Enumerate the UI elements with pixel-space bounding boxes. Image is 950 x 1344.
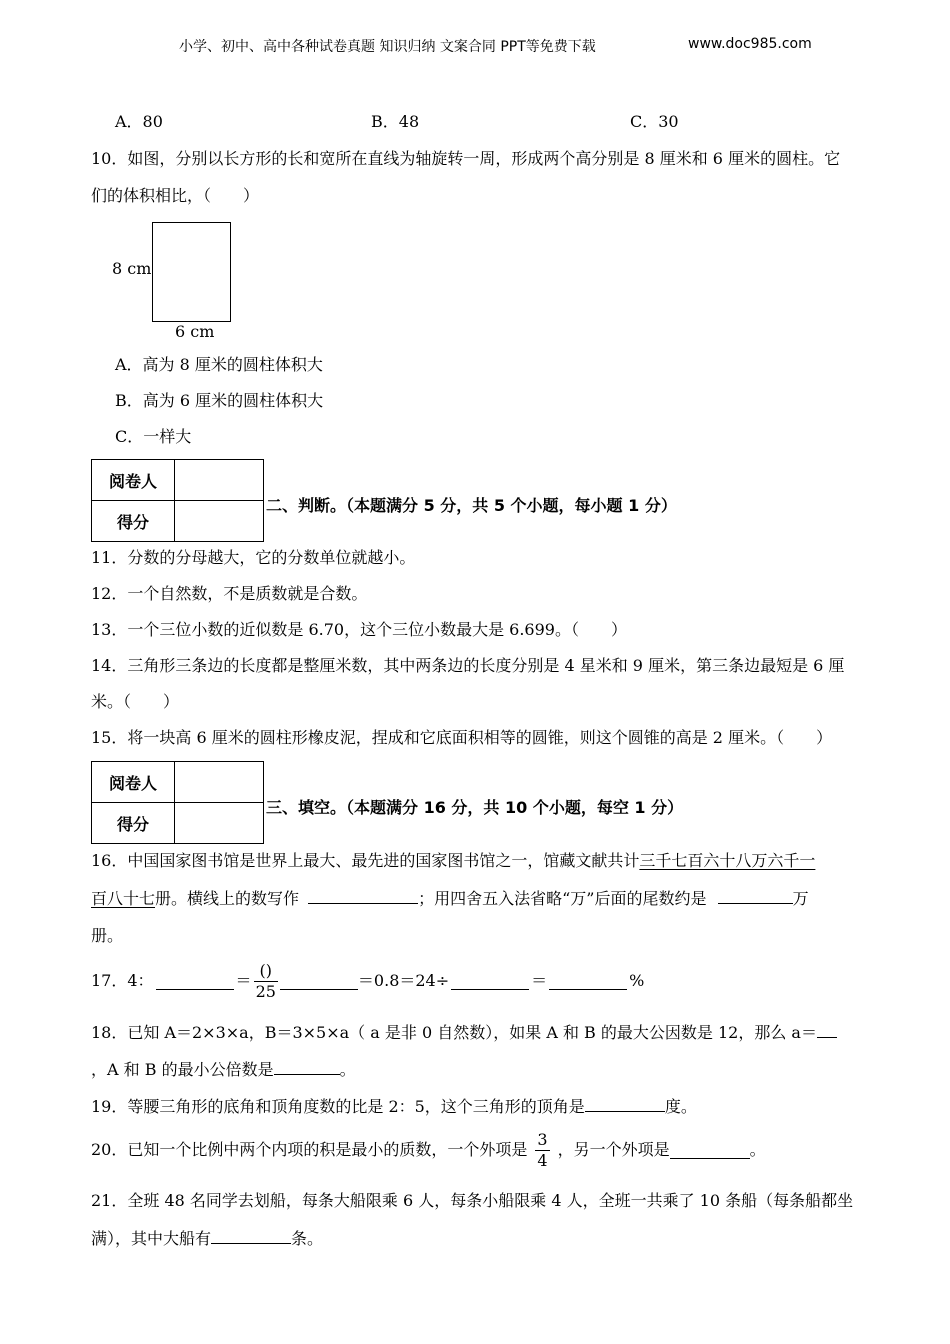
figure-width-label: 6 cm <box>175 322 215 341</box>
q20-line: 20．已知一个比例中两个内项的积是最小的质数，一个外项是 $\frac{3}{4}$ ，另一个外项是 。 <box>91 1129 766 1170</box>
header-url: www.doc985.com <box>688 36 812 52</box>
q20-blank[interactable] <box>670 1142 750 1159</box>
q16-blank-1[interactable] <box>308 887 418 904</box>
score-cell <box>175 803 264 844</box>
q14-text-line2: 米。（ ） <box>91 692 180 711</box>
q9-option-b: B．48 <box>371 112 420 131</box>
q18-text-line1: 18．已知 A＝2×3×a，B＝3×5×a（ a 是非 0 自然数），如果 A 和 B 的最大公因数是 12，那么 a＝ <box>91 1021 837 1043</box>
reviewer-cell <box>175 762 264 803</box>
score-box-section2 <box>91 459 264 542</box>
q18-blank-2[interactable] <box>274 1058 340 1075</box>
q17-blank-2[interactable] <box>280 973 358 990</box>
q16-underlined-number-cont: 百八十七 <box>91 889 156 908</box>
q16-underlined-number: 三千七百六十八万六千一 <box>639 851 816 870</box>
q16-blank-2[interactable] <box>718 887 793 904</box>
reviewer-cell <box>175 460 264 501</box>
q15-text: 15．将一块高 6 厘米的圆柱形橡皮泥，捏成和它底面积相等的圆锥，则这个圆锥的高是 2 厘米。（ ） <box>91 728 833 747</box>
q16-prefix: 16．中国国家图书馆是世界上最大、最先进的国家图书馆之一，馆藏文献共计 <box>91 851 640 870</box>
q17-fraction: $\frac{()}{25}$ <box>255 960 276 1001</box>
q13-text: 13．一个三位小数的近似数是 6.70，这个三位小数最大是 6.699。（ ） <box>91 620 627 639</box>
reviewer-label: 阅卷人 <box>92 460 175 501</box>
q17-line: 17．4： ＝ $\frac{()}{25}$ ＝0.8＝24÷ ＝ % <box>91 960 645 1001</box>
q11-text: 11．分数的分母越大，它的分数单位就越小。 <box>91 548 416 567</box>
q19-blank[interactable] <box>585 1095 665 1112</box>
rectangle-figure <box>152 222 231 322</box>
figure-height-label: 8 cm <box>112 259 152 278</box>
q10-option-b: B．高为 6 厘米的圆柱体积大 <box>115 391 324 410</box>
score-label: 得分 <box>92 803 175 844</box>
q10-text-line1: 10．如图，分别以长方形的长和宽所在直线为轴旋转一周，形成两个高分别是 8 厘米和 6 厘米的圆柱。它 <box>91 149 841 168</box>
q14-text-line1: 14．三角形三条边的长度都是整厘米数，其中两条边的长度分别是 4 星米和 9 厘米，第三条边最短是 6 厘 <box>91 656 845 675</box>
section2-title: 二、判断。（本题满分 5 分，共 5 个小题，每小题 1 分） <box>266 496 677 515</box>
q10-option-c: C．一样大 <box>115 427 192 446</box>
section3-title: 三、填空。（本题满分 16 分，共 10 个小题，每空 1 分） <box>266 798 684 817</box>
q20-fraction: $\frac{3}{4}$ <box>537 1129 548 1170</box>
q12-text: 12．一个自然数，不是质数就是合数。 <box>91 584 368 603</box>
q19-text: 19．等腰三角形的底角和顶角度数的比是 2：5，这个三角形的顶角是 度。 <box>91 1097 697 1116</box>
q18-text-line2: ，A 和 B 的最小公倍数是 。 <box>91 1060 356 1079</box>
score-box-section3 <box>91 761 264 844</box>
q17-blank-4[interactable] <box>549 973 627 990</box>
q21-text-line1: 21．全班 48 名同学去划船，每条大船限乘 6 人，每条小船限乘 4 人，全班一共乘了 10 条船（每条船都坐 <box>91 1191 854 1210</box>
q16-text-line3: 册。 <box>91 926 124 945</box>
q10-option-a: A．高为 8 厘米的圆柱体积大 <box>115 355 323 374</box>
q17-blank-3[interactable] <box>451 973 529 990</box>
reviewer-label: 阅卷人 <box>92 762 175 803</box>
q21-text-line2: 满），其中大船有 条。 <box>91 1229 324 1248</box>
q17-blank-1[interactable] <box>156 973 234 990</box>
q16-text-line1 <box>91 851 815 871</box>
q9-option-a: A．80 <box>115 112 163 131</box>
score-label: 得分 <box>92 501 175 542</box>
score-cell <box>175 501 264 542</box>
q9-option-c: C．30 <box>630 112 679 131</box>
q16-text-line2: 百八十七册。横线上的数写作 ；用四舍五入法省略“万”后面的尾数约是 万 <box>91 889 809 908</box>
q18-blank-1[interactable] <box>817 1021 837 1038</box>
header-text: 小学、初中、高中各种试卷真题 知识归纳 文案合同 PPT等免费下载 <box>179 39 596 55</box>
q10-text-line2: 们的体积相比，（ ） <box>91 186 260 205</box>
q21-blank[interactable] <box>211 1227 291 1244</box>
